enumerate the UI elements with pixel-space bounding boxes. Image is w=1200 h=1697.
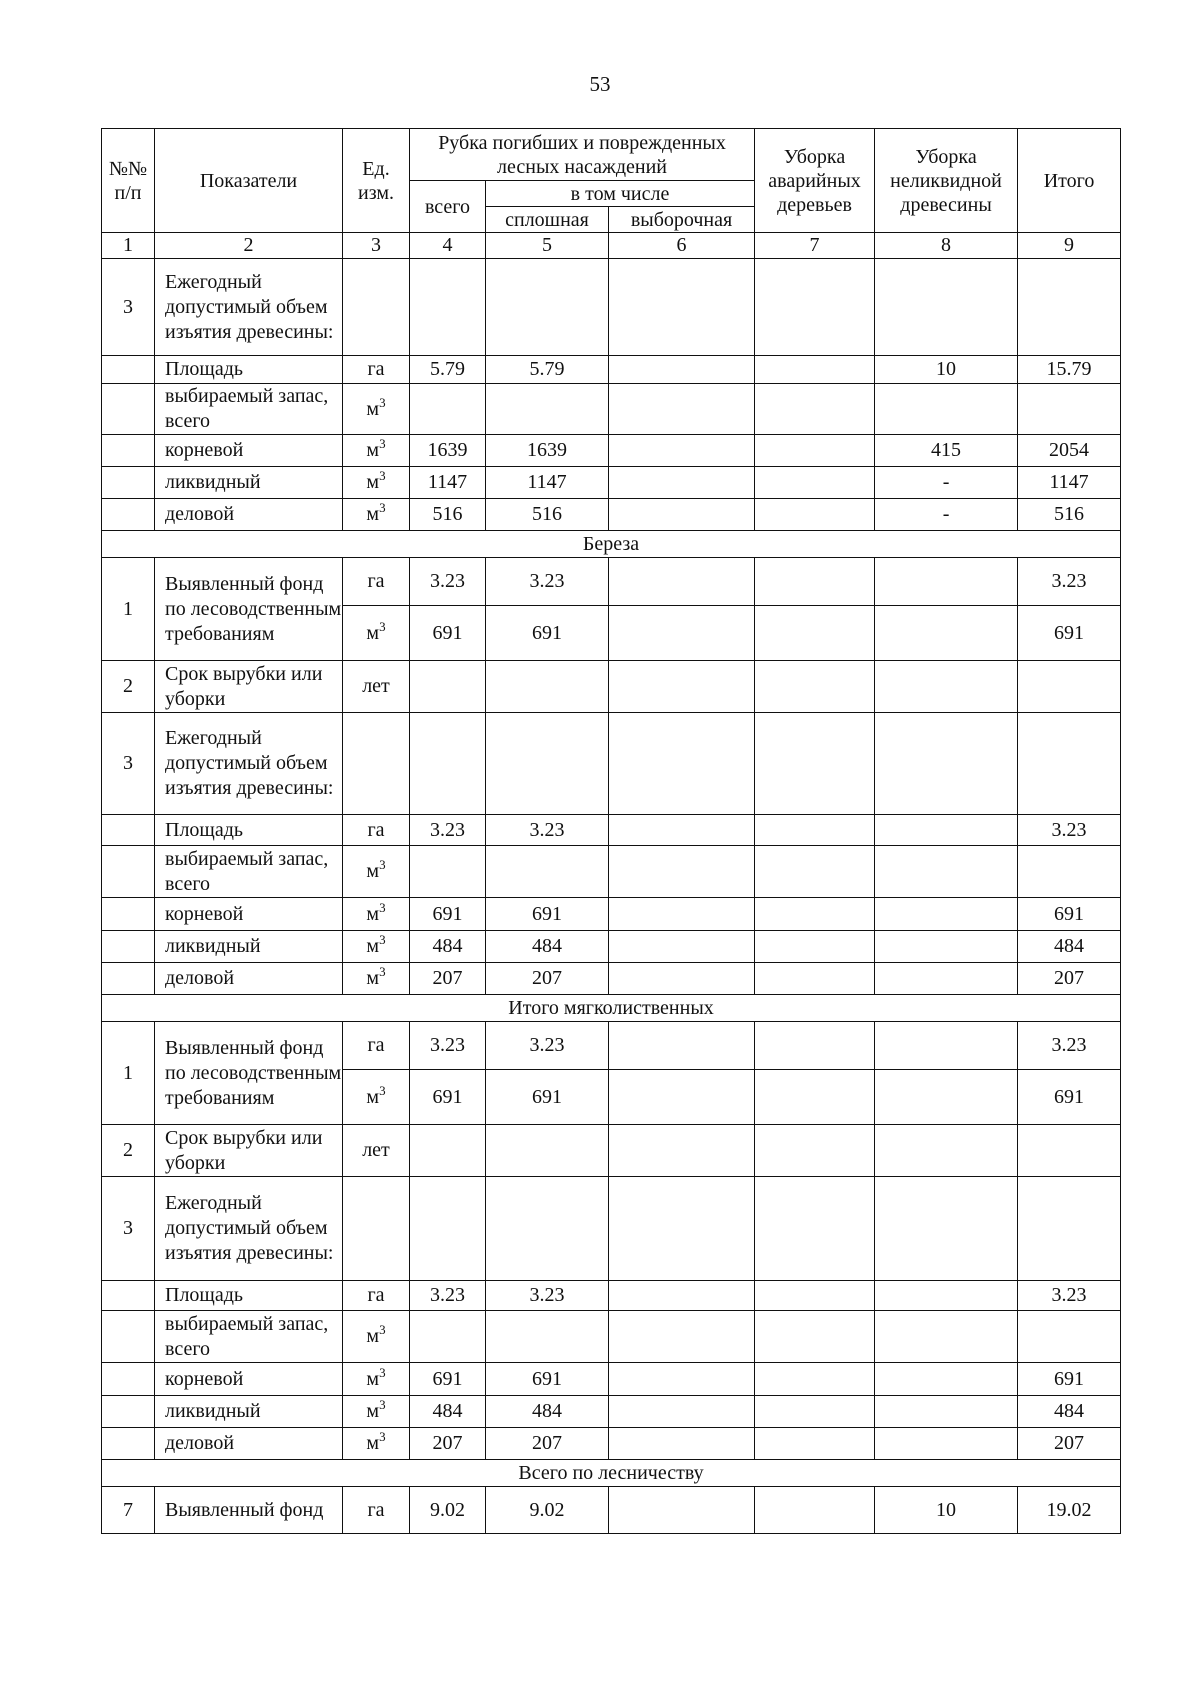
value-cell — [755, 963, 875, 995]
felling-volume-table — [101, 128, 1121, 1534]
value-cell — [1018, 384, 1121, 435]
value-cell — [410, 1177, 486, 1281]
value-cell: 207 — [486, 1428, 609, 1460]
value-cell: 3.23 — [486, 1022, 609, 1070]
table-row — [102, 963, 1121, 995]
value-cell: 9.02 — [486, 1487, 609, 1534]
table-row — [102, 1022, 1121, 1070]
value-cell — [1018, 661, 1121, 713]
table-row — [102, 1363, 1121, 1396]
row-number — [102, 467, 155, 499]
section-row — [102, 1460, 1121, 1487]
unit-cell: $м^3$ — [343, 435, 410, 467]
unit-cell: $м^3$ — [343, 499, 410, 531]
value-cell: 10 — [875, 356, 1018, 384]
value-cell: 691 — [486, 1070, 609, 1125]
value-cell: 691 — [1018, 1363, 1121, 1396]
header-illiquid: Уборка неликвидной древесины — [875, 129, 1018, 233]
value-cell — [609, 606, 755, 661]
value-cell — [410, 713, 486, 815]
row-number — [102, 1281, 155, 1311]
table-row — [102, 1428, 1121, 1460]
section-title: Итого мягколиственных — [102, 995, 1121, 1022]
value-cell: 9.02 — [410, 1487, 486, 1534]
value-cell: 691 — [410, 898, 486, 931]
unit-cell: га — [343, 1487, 410, 1534]
table-row — [102, 1125, 1121, 1177]
indicator-name: выбираемый запас, всего — [155, 1311, 343, 1363]
value-cell — [875, 1070, 1018, 1125]
table-row — [102, 384, 1121, 435]
header-emergency: Уборка аварийных деревьев — [755, 129, 875, 233]
column-number: 5 — [486, 233, 609, 259]
value-cell — [875, 1363, 1018, 1396]
section-title: Береза — [102, 531, 1121, 558]
value-cell — [755, 1281, 875, 1311]
value-cell: 207 — [1018, 963, 1121, 995]
value-cell: 3.23 — [410, 1281, 486, 1311]
value-cell — [1018, 713, 1121, 815]
value-cell — [609, 713, 755, 815]
value-cell: 691 — [410, 606, 486, 661]
indicator-name: корневой — [155, 435, 343, 467]
value-cell — [410, 846, 486, 898]
value-cell — [609, 1396, 755, 1428]
indicator-name: Ежегодный допустимый объем изъятия древесины: — [155, 259, 343, 356]
value-cell — [609, 1177, 755, 1281]
value-cell — [609, 259, 755, 356]
value-cell — [609, 467, 755, 499]
value-cell — [410, 1311, 486, 1363]
unit-cell: лет — [343, 1125, 410, 1177]
indicator-name: Ежегодный допустимый объем изъятия древесины: — [155, 713, 343, 815]
indicator-name: Выявленный фонд — [155, 1487, 343, 1534]
row-number — [102, 499, 155, 531]
value-cell: 2054 — [1018, 435, 1121, 467]
value-cell: 691 — [410, 1070, 486, 1125]
value-cell — [486, 1177, 609, 1281]
column-number: 6 — [609, 233, 755, 259]
value-cell — [609, 1428, 755, 1460]
unit-cell: $м^3$ — [343, 1428, 410, 1460]
value-cell — [755, 846, 875, 898]
row-number — [102, 963, 155, 995]
indicator-name: корневой — [155, 898, 343, 931]
value-cell — [755, 435, 875, 467]
row-number — [102, 898, 155, 931]
value-cell: 415 — [875, 435, 1018, 467]
table-row — [102, 661, 1121, 713]
column-number: 9 — [1018, 233, 1121, 259]
value-cell: 484 — [1018, 931, 1121, 963]
indicator-name: ликвидный — [155, 1396, 343, 1428]
value-cell — [486, 846, 609, 898]
unit-cell: $м^3$ — [343, 1311, 410, 1363]
value-cell: 3.23 — [410, 815, 486, 846]
indicator-name: деловой — [155, 963, 343, 995]
unit-cell — [343, 713, 410, 815]
header-incl: в том числе — [486, 181, 755, 207]
indicator-name: выбираемый запас, всего — [155, 846, 343, 898]
value-cell: 5.79 — [410, 356, 486, 384]
value-cell — [875, 1177, 1018, 1281]
value-cell — [875, 1281, 1018, 1311]
value-cell — [875, 815, 1018, 846]
header-clear: сплошная — [486, 207, 609, 233]
value-cell: 207 — [1018, 1428, 1121, 1460]
table-row — [102, 1281, 1121, 1311]
row-number — [102, 435, 155, 467]
value-cell: 691 — [1018, 1070, 1121, 1125]
section-title: Всего по лесничеству — [102, 1460, 1121, 1487]
indicator-name: корневой — [155, 1363, 343, 1396]
value-cell — [609, 1487, 755, 1534]
unit-cell — [343, 259, 410, 356]
table-row — [102, 931, 1121, 963]
row-number — [102, 846, 155, 898]
table-row — [102, 898, 1121, 931]
value-cell: 691 — [486, 1363, 609, 1396]
table-row — [102, 1396, 1121, 1428]
value-cell — [755, 1177, 875, 1281]
table-row — [102, 1177, 1121, 1281]
table-row — [102, 1311, 1121, 1363]
value-cell — [410, 259, 486, 356]
unit-cell: $м^3$ — [343, 467, 410, 499]
unit-cell: $м^3$ — [343, 846, 410, 898]
value-cell — [875, 1311, 1018, 1363]
value-cell — [875, 661, 1018, 713]
row-number — [102, 931, 155, 963]
value-cell — [486, 713, 609, 815]
unit-cell: $м^3$ — [343, 606, 410, 661]
table-row — [102, 259, 1121, 356]
value-cell — [1018, 1311, 1121, 1363]
unit-cell — [343, 1177, 410, 1281]
value-cell — [755, 815, 875, 846]
row-number — [102, 1311, 155, 1363]
value-cell: 484 — [486, 931, 609, 963]
value-cell — [609, 1022, 755, 1070]
indicator-name: Срок вырубки или уборки — [155, 1125, 343, 1177]
row-number: 2 — [102, 1125, 155, 1177]
indicator-name: Площадь — [155, 815, 343, 846]
value-cell: 1639 — [410, 435, 486, 467]
value-cell: 516 — [1018, 499, 1121, 531]
indicator-name: выбираемый запас, всего — [155, 384, 343, 435]
value-cell — [609, 435, 755, 467]
table-row — [102, 558, 1121, 606]
value-cell — [875, 963, 1018, 995]
table-row — [102, 356, 1121, 384]
value-cell: 691 — [1018, 898, 1121, 931]
value-cell — [755, 1070, 875, 1125]
value-cell — [755, 1311, 875, 1363]
value-cell — [755, 1487, 875, 1534]
indicator-name: ликвидный — [155, 931, 343, 963]
value-cell: 691 — [486, 606, 609, 661]
value-cell — [609, 558, 755, 606]
value-cell — [486, 1311, 609, 1363]
value-cell: 3.23 — [486, 558, 609, 606]
value-cell — [609, 1125, 755, 1177]
indicator-name: Выявленный фонд по лесоводственным требованиям — [155, 1022, 343, 1125]
value-cell: 3.23 — [1018, 1022, 1121, 1070]
value-cell: 516 — [410, 499, 486, 531]
value-cell — [755, 499, 875, 531]
value-cell: 207 — [410, 963, 486, 995]
unit-cell: лет — [343, 661, 410, 713]
value-cell: 484 — [486, 1396, 609, 1428]
value-cell: 5.79 — [486, 356, 609, 384]
row-number — [102, 356, 155, 384]
column-number: 1 — [102, 233, 155, 259]
value-cell — [755, 558, 875, 606]
section-row — [102, 531, 1121, 558]
header-unit: Ед. изм. — [343, 129, 410, 233]
value-cell: 15.79 — [1018, 356, 1121, 384]
value-cell: 3.23 — [486, 1281, 609, 1311]
value-cell: 691 — [486, 898, 609, 931]
value-cell — [410, 1125, 486, 1177]
unit-cell: $м^3$ — [343, 931, 410, 963]
value-cell: 19.02 — [1018, 1487, 1121, 1534]
column-numbers-row — [102, 233, 1121, 259]
value-cell — [875, 713, 1018, 815]
value-cell — [609, 898, 755, 931]
unit-cell: $м^3$ — [343, 1396, 410, 1428]
value-cell: 207 — [410, 1428, 486, 1460]
value-cell — [875, 898, 1018, 931]
section-row — [102, 995, 1121, 1022]
value-cell — [755, 1022, 875, 1070]
value-cell — [875, 606, 1018, 661]
value-cell: 3.23 — [410, 1022, 486, 1070]
row-number: 3 — [102, 1177, 155, 1281]
value-cell — [755, 259, 875, 356]
indicator-name: деловой — [155, 1428, 343, 1460]
unit-cell: га — [343, 1022, 410, 1070]
value-cell — [755, 898, 875, 931]
value-cell: 484 — [410, 1396, 486, 1428]
header-indicator: Показатели — [155, 129, 343, 233]
table-row — [102, 499, 1121, 531]
value-cell: 484 — [1018, 1396, 1121, 1428]
value-cell — [1018, 1125, 1121, 1177]
value-cell — [875, 931, 1018, 963]
value-cell — [609, 846, 755, 898]
table-row — [102, 467, 1121, 499]
value-cell: 691 — [410, 1363, 486, 1396]
row-number: 7 — [102, 1487, 155, 1534]
table-row — [102, 1487, 1121, 1534]
header-total: Итого — [1018, 129, 1121, 233]
value-cell — [609, 1070, 755, 1125]
value-cell — [609, 931, 755, 963]
value-cell: 3.23 — [486, 815, 609, 846]
value-cell — [875, 1428, 1018, 1460]
value-cell — [609, 661, 755, 713]
indicator-name: Площадь — [155, 356, 343, 384]
value-cell: 3.23 — [1018, 558, 1121, 606]
unit-cell: $м^3$ — [343, 384, 410, 435]
row-number: 3 — [102, 259, 155, 356]
value-cell: 3.23 — [410, 558, 486, 606]
value-cell: 10 — [875, 1487, 1018, 1534]
value-cell — [755, 1363, 875, 1396]
value-cell — [875, 846, 1018, 898]
value-cell: 207 — [486, 963, 609, 995]
value-cell — [755, 713, 875, 815]
value-cell — [755, 467, 875, 499]
unit-cell: $м^3$ — [343, 963, 410, 995]
row-number: 3 — [102, 713, 155, 815]
row-number — [102, 1363, 155, 1396]
unit-cell: $м^3$ — [343, 1363, 410, 1396]
value-cell — [609, 356, 755, 384]
value-cell: 1147 — [1018, 467, 1121, 499]
column-number: 7 — [755, 233, 875, 259]
row-number — [102, 1396, 155, 1428]
value-cell — [609, 384, 755, 435]
indicator-name: Ежегодный допустимый объем изъятия древесины: — [155, 1177, 343, 1281]
page-number: 53 — [589, 72, 611, 96]
value-cell — [410, 384, 486, 435]
value-cell — [755, 661, 875, 713]
value-cell: 1147 — [486, 467, 609, 499]
row-number: 1 — [102, 1022, 155, 1125]
row-number: 2 — [102, 661, 155, 713]
value-cell — [755, 1396, 875, 1428]
value-cell — [755, 356, 875, 384]
value-cell — [755, 384, 875, 435]
value-cell: 1147 — [410, 467, 486, 499]
row-number: 1 — [102, 558, 155, 661]
header-num: №№ п/п — [102, 129, 155, 233]
value-cell — [486, 384, 609, 435]
unit-cell: $м^3$ — [343, 898, 410, 931]
value-cell: 516 — [486, 499, 609, 531]
row-number — [102, 384, 155, 435]
value-cell — [875, 1125, 1018, 1177]
unit-cell: га — [343, 356, 410, 384]
indicator-name: ликвидный — [155, 467, 343, 499]
header-selective: выборочная — [609, 207, 755, 233]
indicator-name: Срок вырубки или уборки — [155, 661, 343, 713]
value-cell — [486, 661, 609, 713]
row-number — [102, 1428, 155, 1460]
table-row — [102, 713, 1121, 815]
table-row — [102, 435, 1121, 467]
value-cell — [875, 384, 1018, 435]
value-cell: 1639 — [486, 435, 609, 467]
header-felling: Рубка погибших и поврежденных лесных насаждений — [410, 129, 755, 181]
value-cell — [1018, 846, 1121, 898]
value-cell: 484 — [410, 931, 486, 963]
unit-cell: $м^3$ — [343, 1070, 410, 1125]
value-cell — [609, 1281, 755, 1311]
unit-cell: га — [343, 1281, 410, 1311]
value-cell — [755, 1428, 875, 1460]
column-number: 4 — [410, 233, 486, 259]
value-cell — [609, 815, 755, 846]
value-cell: - — [875, 499, 1018, 531]
value-cell — [609, 1363, 755, 1396]
value-cell — [755, 1125, 875, 1177]
value-cell — [755, 606, 875, 661]
value-cell: - — [875, 467, 1018, 499]
value-cell: 3.23 — [1018, 1281, 1121, 1311]
value-cell: 3.23 — [1018, 815, 1121, 846]
indicator-name: Выявленный фонд по лесоводственным требованиям — [155, 558, 343, 661]
column-number: 2 — [155, 233, 343, 259]
value-cell — [486, 1125, 609, 1177]
value-cell — [875, 259, 1018, 356]
value-cell — [486, 259, 609, 356]
value-cell — [875, 1022, 1018, 1070]
value-cell — [875, 1396, 1018, 1428]
header-total-sub: всего — [410, 181, 486, 233]
unit-cell: га — [343, 815, 410, 846]
value-cell — [609, 1311, 755, 1363]
indicator-name: Площадь — [155, 1281, 343, 1311]
value-cell — [609, 499, 755, 531]
column-number: 8 — [875, 233, 1018, 259]
table-row — [102, 815, 1121, 846]
indicator-name: деловой — [155, 499, 343, 531]
value-cell — [875, 558, 1018, 606]
value-cell — [410, 661, 486, 713]
row-number — [102, 815, 155, 846]
value-cell: 691 — [1018, 606, 1121, 661]
value-cell — [609, 963, 755, 995]
value-cell — [1018, 1177, 1121, 1281]
value-cell — [755, 931, 875, 963]
column-number: 3 — [343, 233, 410, 259]
unit-cell: га — [343, 558, 410, 606]
table-row — [102, 846, 1121, 898]
value-cell — [1018, 259, 1121, 356]
